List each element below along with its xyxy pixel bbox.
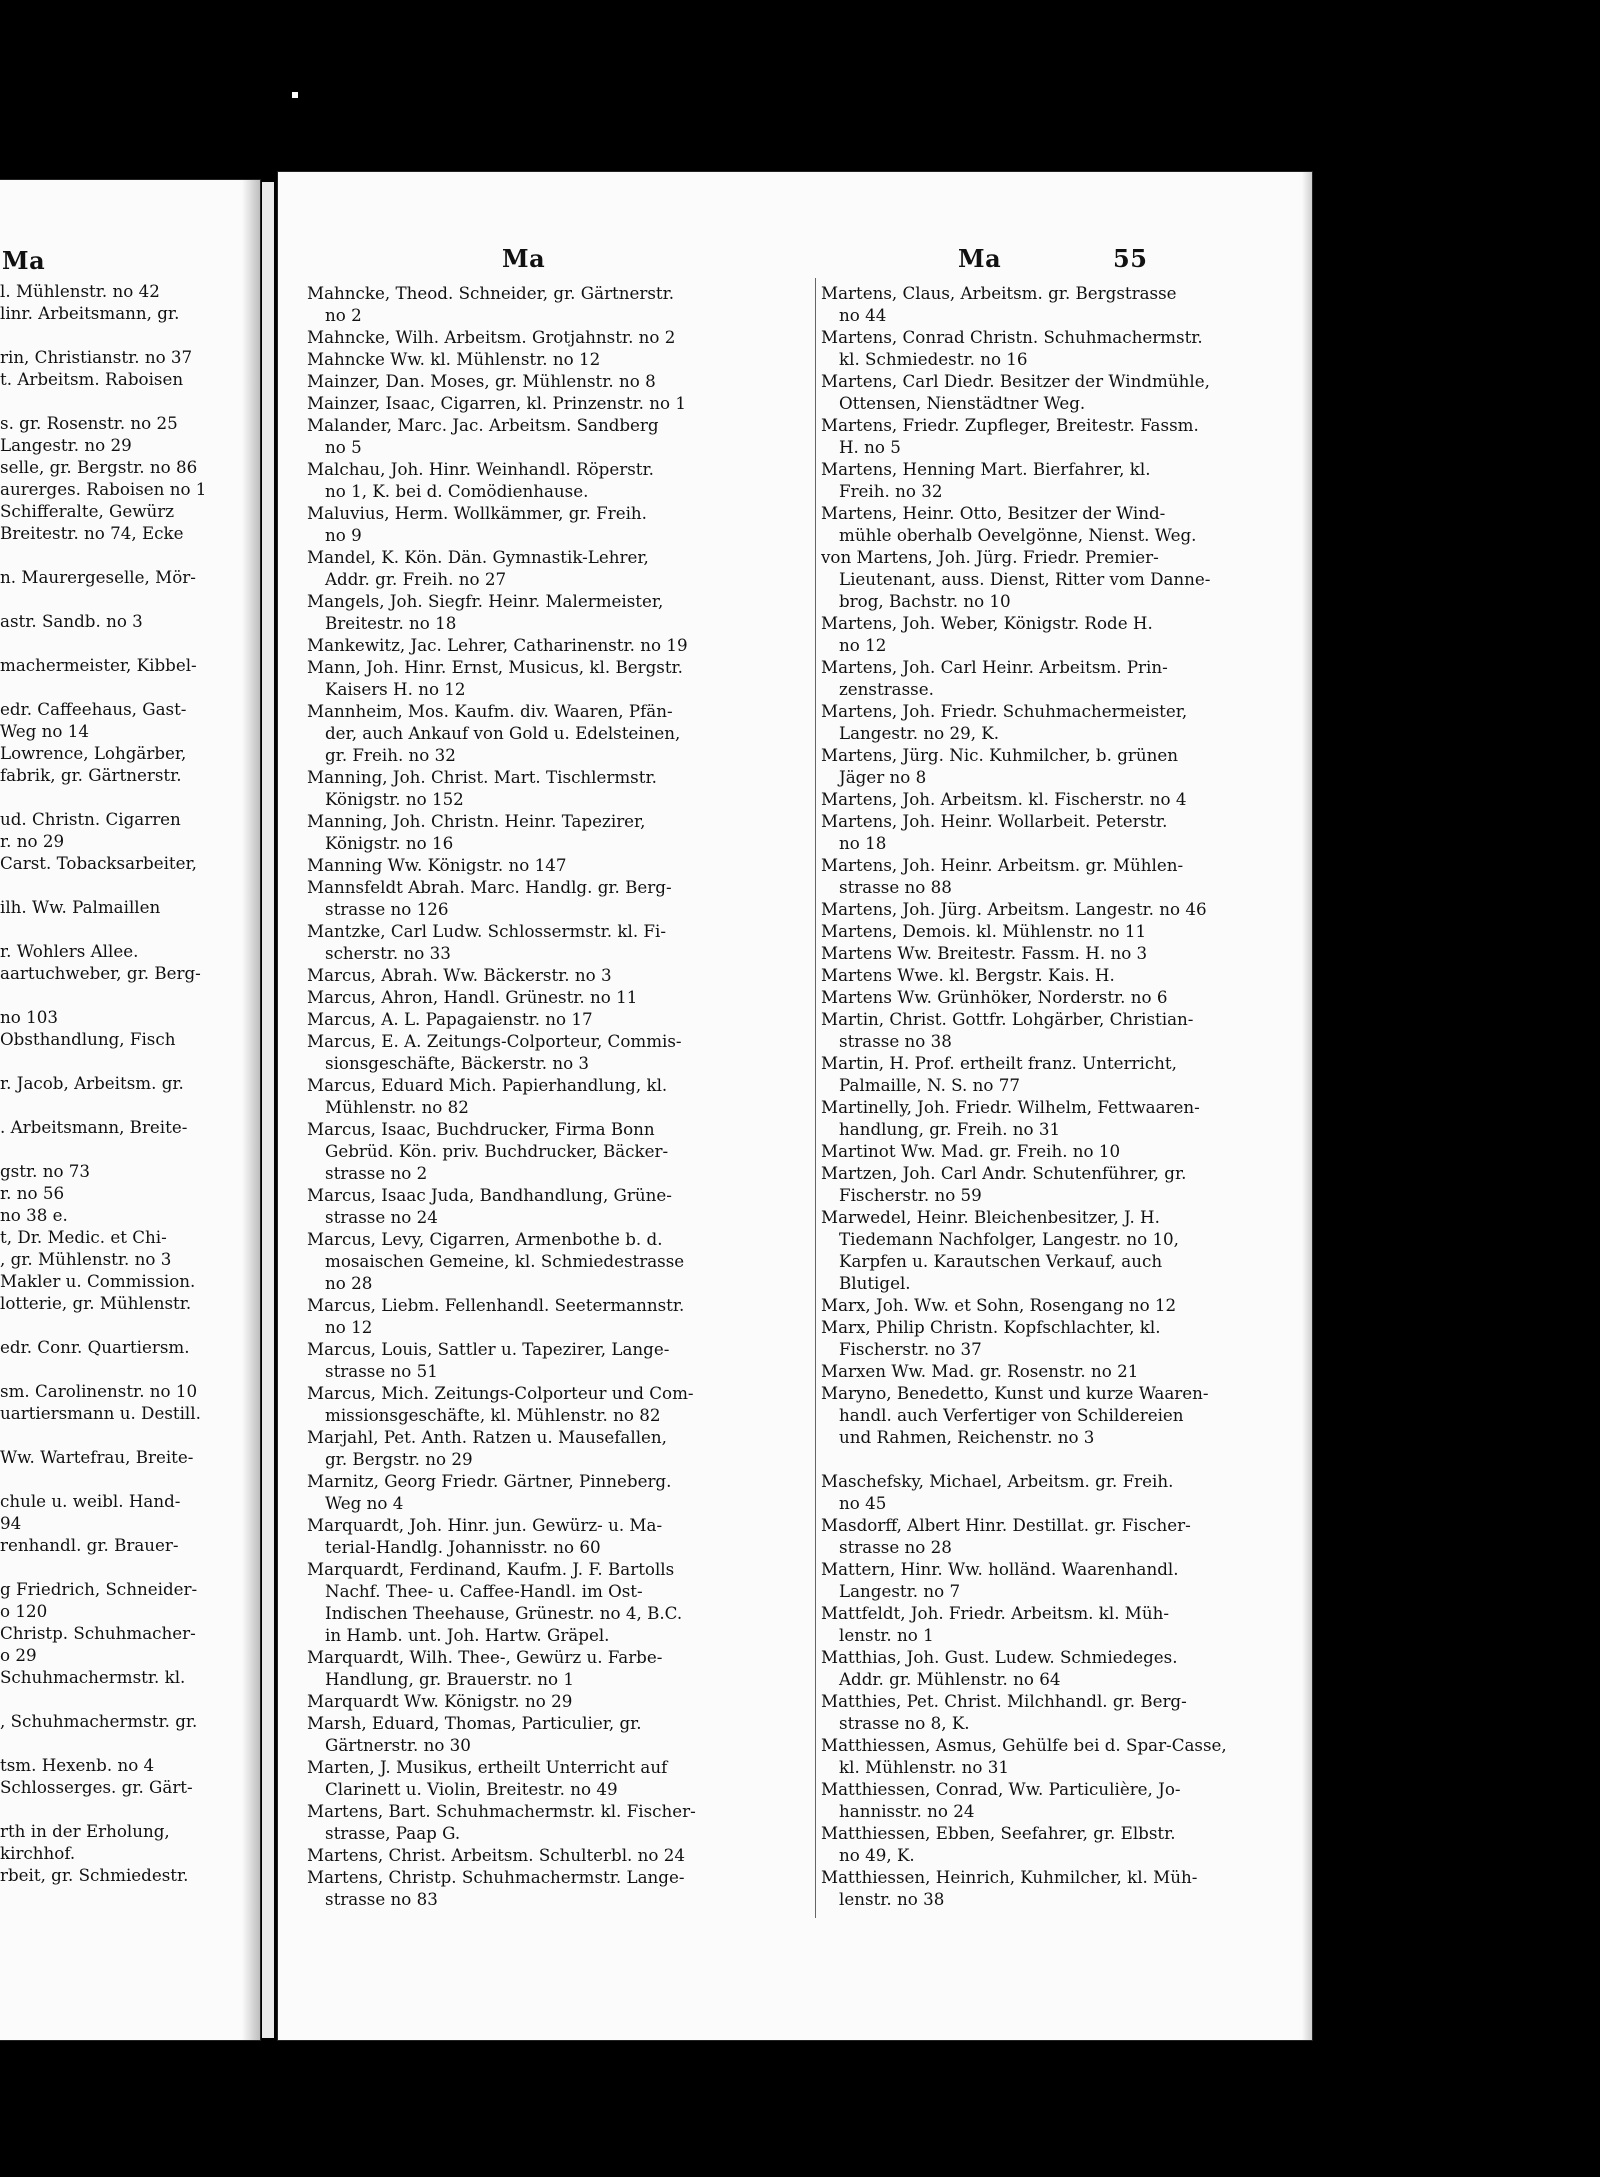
right-page-header-right: Ma — [958, 244, 1002, 273]
entry-line — [0, 1094, 222, 1116]
entry-line: Malchau, Joh. Hinr. Weinhandl. Röperstr. — [307, 459, 654, 479]
entry-line: no 2 — [325, 305, 362, 325]
entry-line — [0, 1138, 222, 1160]
entry-line: Mahncke Ww. kl. Mühlenstr. no 12 — [307, 349, 601, 369]
entry-line: aartuchweber, gr. Berg- — [0, 963, 201, 983]
entry-line — [0, 1050, 222, 1072]
entry-line: Mühlenstr. no 82 — [325, 1097, 469, 1117]
entry-line: strasse no 8, K. — [839, 1713, 970, 1733]
entry-line — [0, 324, 222, 346]
entry-line: Martin, H. Prof. ertheilt franz. Unterricht, — [821, 1053, 1177, 1073]
entry-line: Marnitz, Georg Friedr. Gärtner, Pinneberg. — [307, 1471, 672, 1491]
entry-line: Martens, Carl Diedr. Besitzer der Windmühle, — [821, 371, 1210, 391]
entry-line: l. Mühlenstr. no 42 — [0, 281, 160, 301]
entry-line: Mainzer, Isaac, Cigarren, kl. Prinzenstr. no 1 — [307, 393, 686, 413]
entry-line: r. Jacob, Arbeitsm. gr. — [0, 1073, 184, 1093]
entry-line: lenstr. no 38 — [839, 1889, 945, 1909]
entry-line — [0, 918, 222, 940]
entry-line: Marten, J. Musikus, ertheilt Unterricht auf — [307, 1757, 668, 1777]
entry-line: Martens, Friedr. Zupfleger, Breitestr. Fassm. — [821, 415, 1199, 435]
entry-line: Karpfen u. Karautschen Verkauf, auch — [839, 1251, 1163, 1271]
entry-line: Matthies, Pet. Christ. Milchhandl. gr. Berg- — [821, 1691, 1187, 1711]
entry-line: Breitestr. no 18 — [325, 613, 457, 633]
entry-line: Mattern, Hinr. Ww. holländ. Waarenhandl. — [821, 1559, 1179, 1579]
entry-line: Malander, Marc. Jac. Arbeitsm. Sandberg — [307, 415, 659, 435]
entry-line — [0, 1732, 222, 1754]
left-page-edge — [262, 182, 274, 2038]
column-divider — [815, 278, 816, 1918]
entry-line: selle, gr. Bergstr. no 86 — [0, 457, 198, 477]
entry-line: no 49, K. — [839, 1845, 915, 1865]
entry-line: Marjahl, Pet. Anth. Ratzen u. Mausefallen, — [307, 1427, 667, 1447]
entry-line: Maluvius, Herm. Wollkämmer, gr. Freih. — [307, 503, 647, 523]
entry-line: sionsgeschäfte, Bäckerstr. no 3 — [325, 1053, 590, 1073]
entry-line: Maryno, Benedetto, Kunst und kurze Waaren- — [821, 1383, 1209, 1403]
entry-line: machermeister, Kibbel- — [0, 655, 197, 675]
entry-line: Marquardt, Ferdinand, Kaufm. J. F. Bartolls — [307, 1559, 675, 1579]
entry-line: no 12 — [325, 1317, 373, 1337]
entry-line — [0, 632, 222, 654]
entry-line: Marcus, E. A. Zeitungs-Colporteur, Commis- — [307, 1031, 682, 1051]
entry-line: Mann, Joh. Hinr. Ernst, Musicus, kl. Bergstr. — [307, 657, 683, 677]
entry-line: kl. Mühlenstr. no 31 — [839, 1757, 1009, 1777]
entry-line: terial-Handlg. Johannisstr. no 60 — [325, 1537, 601, 1557]
entry-line: Matthias, Joh. Gust. Ludew. Schmiedeges. — [821, 1647, 1178, 1667]
entry-line: gr. Freih. no 32 — [325, 745, 456, 765]
entry-line: no 18 — [839, 833, 887, 853]
entry-line: Marquardt, Joh. Hinr. jun. Gewürz- u. Ma- — [307, 1515, 663, 1535]
entry-line: lotterie, gr. Mühlenstr. — [0, 1293, 192, 1313]
entry-line: Schuhmachermstr. kl. — [0, 1667, 186, 1687]
entry-line: Marcus, Levy, Cigarren, Armenbothe b. d. — [307, 1229, 663, 1249]
entry-line: Masdorff, Albert Hinr. Destillat. gr. Fischer- — [821, 1515, 1191, 1535]
entry-line: chule u. weibl. Hand- — [0, 1491, 181, 1511]
entry-line: s. gr. Rosenstr. no 25 — [0, 413, 178, 433]
entry-line: Marquardt Ww. Königstr. no 29 — [307, 1691, 573, 1711]
entry-line: Martzen, Joh. Carl Andr. Schutenführer, gr. — [821, 1163, 1187, 1183]
entry-line: strasse no 83 — [325, 1889, 438, 1909]
entry-line: kirchhof. — [0, 1843, 76, 1863]
entry-line — [0, 676, 222, 698]
entry-line: Fischerstr. no 59 — [839, 1185, 982, 1205]
entry-line: ilh. Ww. Palmaillen — [0, 897, 161, 917]
entry-line: Ww. Wartefrau, Breite- — [0, 1447, 194, 1467]
entry-line: hannisstr. no 24 — [839, 1801, 975, 1821]
left-page — [0, 180, 260, 2040]
entry-line: scherstr. no 33 — [325, 943, 451, 963]
entry-line: Maschefsky, Michael, Arbeitsm. gr. Freih. — [821, 1471, 1174, 1491]
entry-line: gr. Bergstr. no 29 — [325, 1449, 473, 1469]
entry-line: aurerges. Raboisen no 1 — [0, 479, 207, 499]
entry-line: Langestr. no 29, K. — [839, 723, 1000, 743]
entry-line: Mantzke, Carl Ludw. Schlossermstr. kl. Fi- — [307, 921, 666, 941]
entry-line: Martens, Joh. Weber, Königstr. Rode H. — [821, 613, 1153, 633]
entry-line: Martens Ww. Breitestr. Fassm. H. no 3 — [821, 943, 1148, 963]
entry-line: brog, Bachstr. no 10 — [839, 591, 1011, 611]
entry-line — [0, 1314, 222, 1336]
entry-line — [0, 1556, 222, 1578]
directory-column-1 — [307, 282, 752, 1910]
entry-line — [0, 544, 222, 566]
entry-line: Indischen Theehause, Grünestr. no 4, B.C. — [325, 1603, 683, 1623]
entry-line: Nachf. Thee- u. Caffee-Handl. im Ost- — [325, 1581, 643, 1601]
entry-line — [0, 786, 222, 808]
entry-line: kl. Schmiedestr. no 16 — [839, 349, 1028, 369]
entry-line: Martens, Christp. Schuhmachermstr. Lange- — [307, 1867, 685, 1887]
entry-line: Breitestr. no 74, Ecke — [0, 523, 184, 543]
entry-line: no 44 — [839, 305, 887, 325]
entry-line: von Martens, Joh. Jürg. Friedr. Premier- — [821, 547, 1159, 567]
entry-line: Martens, Joh. Carl Heinr. Arbeitsm. Prin- — [821, 657, 1168, 677]
entry-line: Martens, Claus, Arbeitsm. gr. Bergstrasse — [821, 283, 1177, 303]
entry-line: Martinelly, Joh. Friedr. Wilhelm, Fettwaaren- — [821, 1097, 1200, 1117]
right-page — [278, 172, 1312, 2040]
entry-line: Martens, Joh. Jürg. Arbeitsm. Langestr. no 46 — [821, 899, 1207, 919]
entry-line: Marx, Joh. Ww. et Sohn, Rosengang no 12 — [821, 1295, 1177, 1315]
entry-line: Gebrüd. Kön. priv. Buchdrucker, Bäcker- — [325, 1141, 669, 1161]
entry-line: Langestr. no 29 — [0, 435, 132, 455]
entry-line: uartiersmann u. Destill. — [0, 1403, 201, 1423]
entry-line: in Hamb. unt. Joh. Hartw. Gräpel. — [325, 1625, 610, 1645]
entry-line: no 1, K. bei d. Comödienhause. — [325, 481, 589, 501]
entry-line: Mankewitz, Jac. Lehrer, Catharinenstr. no 19 — [307, 635, 688, 655]
entry-line: Mattfeldt, Joh. Friedr. Arbeitsm. kl. Müh- — [821, 1603, 1170, 1623]
entry-line: . Arbeitsmann, Breite- — [0, 1117, 188, 1137]
entry-line: gstr. no 73 — [0, 1161, 91, 1181]
entry-line: Marcus, Eduard Mich. Papierhandlung, kl. — [307, 1075, 668, 1095]
entry-line: n. Maurergeselle, Mör- — [0, 567, 196, 587]
entry-line: Mandel, K. Kön. Dän. Gymnastik-Lehrer, — [307, 547, 649, 567]
entry-line: Marcus, Liebm. Fellenhandl. Seetermannstr. — [307, 1295, 685, 1315]
entry-line: Mangels, Joh. Siegfr. Heinr. Malermeister, — [307, 591, 664, 611]
entry-line: Marcus, Ahron, Handl. Grünestr. no 11 — [307, 987, 638, 1007]
entry-line: Mahncke, Theod. Schneider, gr. Gärtnerstr. — [307, 283, 675, 303]
entry-line: Blutigel. — [839, 1273, 911, 1293]
entry-line: Christp. Schuhmacher- — [0, 1623, 196, 1643]
entry-line: zenstrasse. — [839, 679, 934, 699]
entry-line: tsm. Hexenb. no 4 — [0, 1755, 155, 1775]
entry-line: Marcus, Isaac Juda, Bandhandlung, Grüne- — [307, 1185, 672, 1205]
entry-line: strasse no 2 — [325, 1163, 428, 1183]
entry-line: strasse no 38 — [839, 1031, 952, 1051]
entry-line: Marquardt, Wilh. Thee-, Gewürz u. Farbe- — [307, 1647, 663, 1667]
entry-line: Martinot Ww. Mad. gr. Freih. no 10 — [821, 1141, 1121, 1161]
entry-line: mühle oberhalb Oevelgönne, Nienst. Weg. — [839, 525, 1197, 545]
entry-line: Martens Ww. Grünhöker, Norderstr. no 6 — [821, 987, 1168, 1007]
entry-line: linr. Arbeitsmann, gr. — [0, 303, 180, 323]
entry-line: fabrik, gr. Gärtnerstr. — [0, 765, 182, 785]
entry-line — [821, 1448, 1253, 1470]
entry-line: Jäger no 8 — [839, 767, 927, 787]
entry-line: ud. Christn. Cigarren — [0, 809, 181, 829]
entry-line: rin, Christianstr. no 37 — [0, 347, 193, 367]
entry-line: rth in der Erholung, — [0, 1821, 170, 1841]
entry-line — [0, 1798, 222, 1820]
entry-line: Freih. no 32 — [839, 481, 943, 501]
entry-line: Martens, Joh. Heinr. Arbeitsm. gr. Mühlen- — [821, 855, 1184, 875]
entry-line: 94 — [0, 1513, 22, 1533]
entry-line: Addr. gr. Freih. no 27 — [325, 569, 507, 589]
entry-line — [0, 1688, 222, 1710]
entry-line: edr. Conr. Quartiersm. — [0, 1337, 190, 1357]
entry-line: strasse no 88 — [839, 877, 952, 897]
entry-line: mosaischen Gemeine, kl. Schmiedestrasse — [325, 1251, 685, 1271]
entry-line: Clarinett u. Violin, Breitestr. no 49 — [325, 1779, 618, 1799]
entry-line: Kaisers H. no 12 — [325, 679, 466, 699]
entry-line — [0, 984, 222, 1006]
entry-line: Fischerstr. no 37 — [839, 1339, 982, 1359]
entry-line: edr. Caffeehaus, Gast- — [0, 699, 187, 719]
entry-line: Handlung, gr. Brauerstr. no 1 — [325, 1669, 575, 1689]
entry-line: no 12 — [839, 635, 887, 655]
entry-line: Lowrence, Lohgärber, — [0, 743, 187, 763]
entry-line: t. Arbeitsm. Raboisen — [0, 369, 184, 389]
entry-line: Schifferalte, Gewürz — [0, 501, 175, 521]
entry-line: t, Dr. Medic. et Chi- — [0, 1227, 167, 1247]
entry-line: Marcus, Abrah. Ww. Bäckerstr. no 3 — [307, 965, 612, 985]
entry-line: strasse no 28 — [839, 1537, 952, 1557]
entry-line — [0, 874, 222, 896]
entry-line: strasse no 126 — [325, 899, 449, 919]
entry-line: , gr. Mühlenstr. no 3 — [0, 1249, 172, 1269]
entry-line: Martens Wwe. kl. Bergstr. Kais. H. — [821, 965, 1115, 985]
entry-line: Marsh, Eduard, Thomas, Particulier, gr. — [307, 1713, 642, 1733]
entry-line: handlung, gr. Freih. no 31 — [839, 1119, 1061, 1139]
entry-line: no 28 — [325, 1273, 373, 1293]
entry-line — [0, 1424, 222, 1446]
entry-line: no 103 — [0, 1007, 58, 1027]
entry-line: Langestr. no 7 — [839, 1581, 961, 1601]
entry-line: Tiedemann Nachfolger, Langestr. no 10, — [839, 1229, 1179, 1249]
entry-line: Matthiessen, Ebben, Seefahrer, gr. Elbstr. — [821, 1823, 1176, 1843]
entry-line: Ottensen, Nienstädtner Weg. — [839, 393, 1086, 413]
entry-line: Martin, Christ. Gottfr. Lohgärber, Christian- — [821, 1009, 1194, 1029]
entry-line: rbeit, gr. Schmiedestr. — [0, 1865, 189, 1885]
entry-line: Martens, Henning Mart. Bierfahrer, kl. — [821, 459, 1151, 479]
entry-line: renhandl. gr. Brauer- — [0, 1535, 179, 1555]
entry-line: Obsthandlung, Fisch — [0, 1029, 176, 1049]
left-page-header: Ma — [2, 246, 46, 275]
entry-line: o 29 — [0, 1645, 37, 1665]
entry-line: r. no 29 — [0, 831, 65, 851]
entry-line: , Schuhmachermstr. gr. — [0, 1711, 198, 1731]
entry-line — [0, 1468, 222, 1490]
entry-line: Marxen Ww. Mad. gr. Rosenstr. no 21 — [821, 1361, 1139, 1381]
entry-line: Marwedel, Heinr. Bleichenbesitzer, J. H. — [821, 1207, 1160, 1227]
entry-line: r. no 56 — [0, 1183, 65, 1203]
entry-line: Martens, Bart. Schuhmachermstr. kl. Fischer- — [307, 1801, 696, 1821]
entry-line: und Rahmen, Reichenstr. no 3 — [839, 1427, 1095, 1447]
entry-line: Addr. gr. Mühlenstr. no 64 — [839, 1669, 1061, 1689]
entry-line: missionsgeschäfte, kl. Mühlenstr. no 82 — [325, 1405, 661, 1425]
entry-line: Marcus, A. L. Papagaienstr. no 17 — [307, 1009, 593, 1029]
entry-line: Martens, Joh. Heinr. Wollarbeit. Peterstr. — [821, 811, 1168, 831]
entry-line: Martens, Joh. Arbeitsm. kl. Fischerstr. no 4 — [821, 789, 1187, 809]
entry-line: H. no 5 — [839, 437, 901, 457]
directory-column-2 — [821, 282, 1253, 1910]
entry-line: Mannheim, Mos. Kaufm. div. Waaren, Pfän- — [307, 701, 673, 721]
entry-line: Matthiessen, Heinrich, Kuhmilcher, kl. Müh- — [821, 1867, 1198, 1887]
entry-line: Matthiessen, Conrad, Ww. Particulière, Jo- — [821, 1779, 1181, 1799]
entry-line: Martens, Joh. Friedr. Schuhmachermeister, — [821, 701, 1188, 721]
entry-line: Königstr. no 16 — [325, 833, 454, 853]
entry-line: Manning Ww. Königstr. no 147 — [307, 855, 567, 875]
entry-line: o 120 — [0, 1601, 48, 1621]
entry-line: no 5 — [325, 437, 362, 457]
entry-line: no 9 — [325, 525, 362, 545]
entry-line: Marcus, Isaac, Buchdrucker, Firma Bonn — [307, 1119, 655, 1139]
entry-line: Mainzer, Dan. Moses, gr. Mühlenstr. no 8 — [307, 371, 656, 391]
entry-line: Palmaille, N. S. no 77 — [839, 1075, 1020, 1095]
entry-line: sm. Carolinenstr. no 10 — [0, 1381, 198, 1401]
entry-line — [0, 588, 222, 610]
entry-line: Schlosserges. gr. Gärt- — [0, 1777, 193, 1797]
entry-line: Mannsfeldt Abrah. Marc. Handlg. gr. Berg- — [307, 877, 672, 897]
entry-line: Martens, Conrad Christn. Schuhmachermstr. — [821, 327, 1203, 347]
entry-line: Lieutenant, auss. Dienst, Ritter vom Danne- — [839, 569, 1211, 589]
entry-line: Matthiessen, Asmus, Gehülfe bei d. Spar-Casse, — [821, 1735, 1227, 1755]
entry-line: Carst. Tobacksarbeiter, — [0, 853, 197, 873]
entry-line: Marcus, Louis, Sattler u. Tapezirer, Lange- — [307, 1339, 670, 1359]
left-page-column — [0, 280, 222, 1886]
entry-line: Gärtnerstr. no 30 — [325, 1735, 471, 1755]
entry-line: Weg no 4 — [325, 1493, 404, 1513]
entry-line: Marx, Philip Christn. Kopfschlachter, kl. — [821, 1317, 1161, 1337]
entry-line — [0, 390, 222, 412]
entry-line: der, auch Ankauf von Gold u. Edelsteinen, — [325, 723, 681, 743]
entry-line: Königstr. no 152 — [325, 789, 464, 809]
entry-line: strasse, Paap G. — [325, 1823, 461, 1843]
entry-line: Martens, Demois. kl. Mühlenstr. no 11 — [821, 921, 1147, 941]
entry-line: Martens, Christ. Arbeitsm. Schulterbl. no 24 — [307, 1845, 685, 1865]
entry-line: Martens, Heinr. Otto, Besitzer der Wind- — [821, 503, 1166, 523]
entry-line — [0, 1358, 222, 1380]
entry-line: Marcus, Mich. Zeitungs-Colporteur und Com- — [307, 1383, 694, 1403]
entry-line: astr. Sandb. no 3 — [0, 611, 143, 631]
entry-line: Weg no 14 — [0, 721, 89, 741]
entry-line: strasse no 24 — [325, 1207, 438, 1227]
entry-line: Manning, Joh. Christ. Mart. Tischlermstr. — [307, 767, 657, 787]
page-number: 55 — [1113, 244, 1148, 273]
entry-line: no 45 — [839, 1493, 887, 1513]
entry-line: handl. auch Verfertiger von Schildereien — [839, 1405, 1184, 1425]
entry-line: Martens, Jürg. Nic. Kuhmilcher, b. grünen — [821, 745, 1178, 765]
right-page-header-left: Ma — [502, 244, 546, 273]
entry-line: strasse no 51 — [325, 1361, 438, 1381]
entry-line: Makler u. Commission. — [0, 1271, 196, 1291]
entry-line: lenstr. no 1 — [839, 1625, 934, 1645]
corner-speck — [292, 92, 298, 98]
entry-line: no 38 e. — [0, 1205, 68, 1225]
entry-line: Mahncke, Wilh. Arbeitsm. Grotjahnstr. no 2 — [307, 327, 676, 347]
entry-line: Manning, Joh. Christn. Heinr. Tapezirer, — [307, 811, 646, 831]
entry-line: g Friedrich, Schneider- — [0, 1579, 198, 1599]
entry-line: r. Wohlers Allee. — [0, 941, 139, 961]
